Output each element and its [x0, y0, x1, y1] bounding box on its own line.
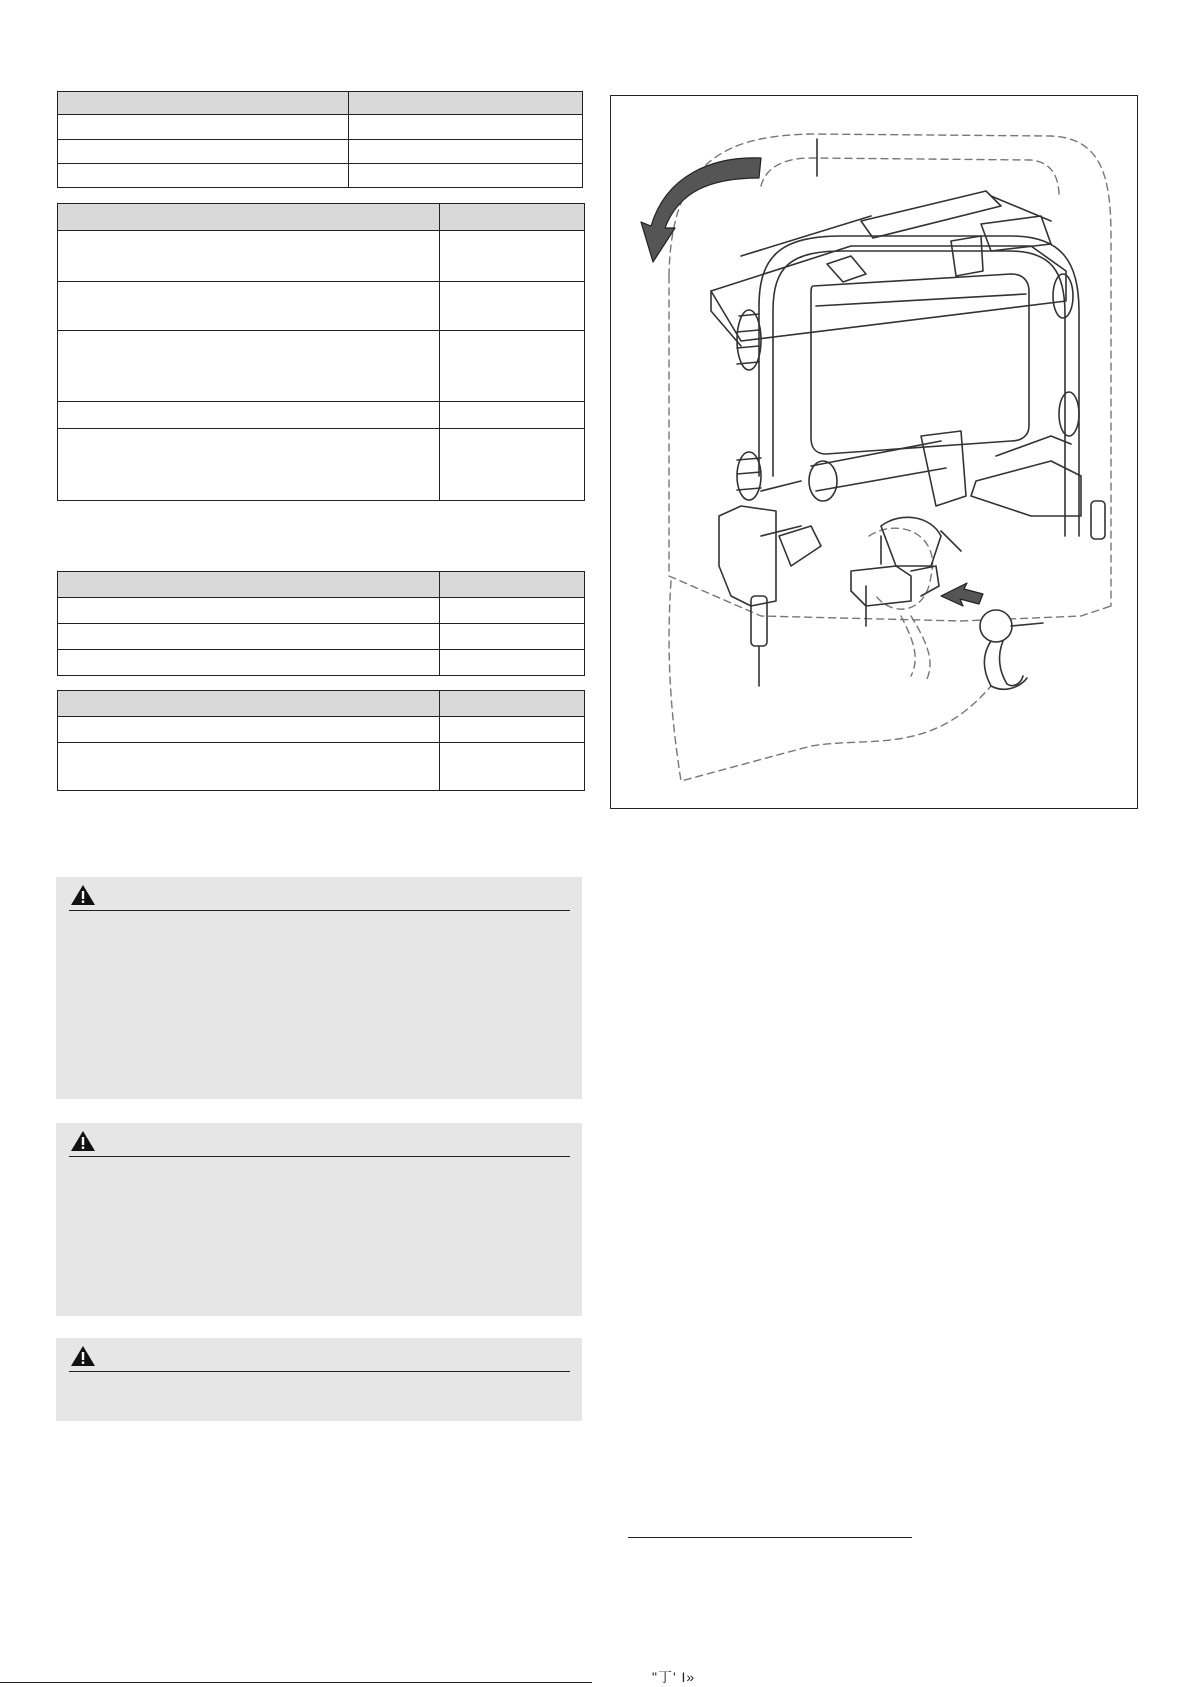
table-2-cell — [58, 231, 440, 282]
table-4-header-cell — [440, 691, 585, 717]
warning-divider — [69, 1156, 570, 1157]
table-2-header-cell — [58, 204, 440, 231]
table-3-cell — [440, 598, 585, 624]
table-2-cell — [440, 331, 585, 402]
table-3-cell — [58, 598, 440, 624]
table-3-cell — [58, 624, 440, 650]
warning-box-2 — [56, 1123, 582, 1316]
warning-box-3 — [56, 1338, 582, 1421]
table-1-cell — [349, 164, 583, 188]
table-3-cell — [440, 624, 585, 650]
footnote-separator — [628, 1537, 912, 1538]
warning-divider — [69, 1371, 570, 1372]
table-1-cell — [58, 115, 349, 140]
table-2-cell — [58, 331, 440, 402]
table-1-header-cell — [58, 92, 349, 115]
technical-illustration — [610, 95, 1138, 809]
warning-triangle-icon — [70, 1345, 96, 1367]
table-1-cell — [58, 164, 349, 188]
table-2-cell — [440, 429, 585, 501]
table-2-header-cell — [440, 204, 585, 231]
table-1-cell — [58, 140, 349, 164]
table-3-header-cell — [58, 572, 440, 598]
table-4-cell — [58, 743, 440, 791]
table-2-cell — [440, 282, 585, 331]
table-1-header-cell — [349, 92, 583, 115]
table-2-cell — [58, 282, 440, 331]
table-4-header-cell — [58, 691, 440, 717]
table-1-cell — [349, 140, 583, 164]
spec-table-1 — [57, 91, 583, 188]
spec-table-3 — [57, 571, 585, 676]
table-2-cell — [58, 429, 440, 501]
table-4-cell — [440, 743, 585, 791]
table-4-cell — [58, 717, 440, 743]
table-2-cell — [440, 402, 585, 429]
warning-triangle-icon — [70, 1130, 96, 1152]
footer-rule — [0, 1682, 592, 1683]
table-3-header-cell — [440, 572, 585, 598]
table-2-cell — [440, 231, 585, 282]
table-4-cell — [440, 717, 585, 743]
spec-table-2 — [57, 203, 585, 501]
table-2-cell — [58, 402, 440, 429]
table-3-cell — [440, 650, 585, 676]
warning-divider — [69, 910, 570, 911]
table-3-cell — [58, 650, 440, 676]
device-drawing — [611, 96, 1137, 808]
spec-table-4 — [57, 690, 585, 791]
warning-box-1 — [56, 877, 582, 1099]
table-1-cell — [349, 115, 583, 140]
warning-triangle-icon — [70, 884, 96, 906]
footer-mark: "丁' I» — [652, 1669, 696, 1685]
